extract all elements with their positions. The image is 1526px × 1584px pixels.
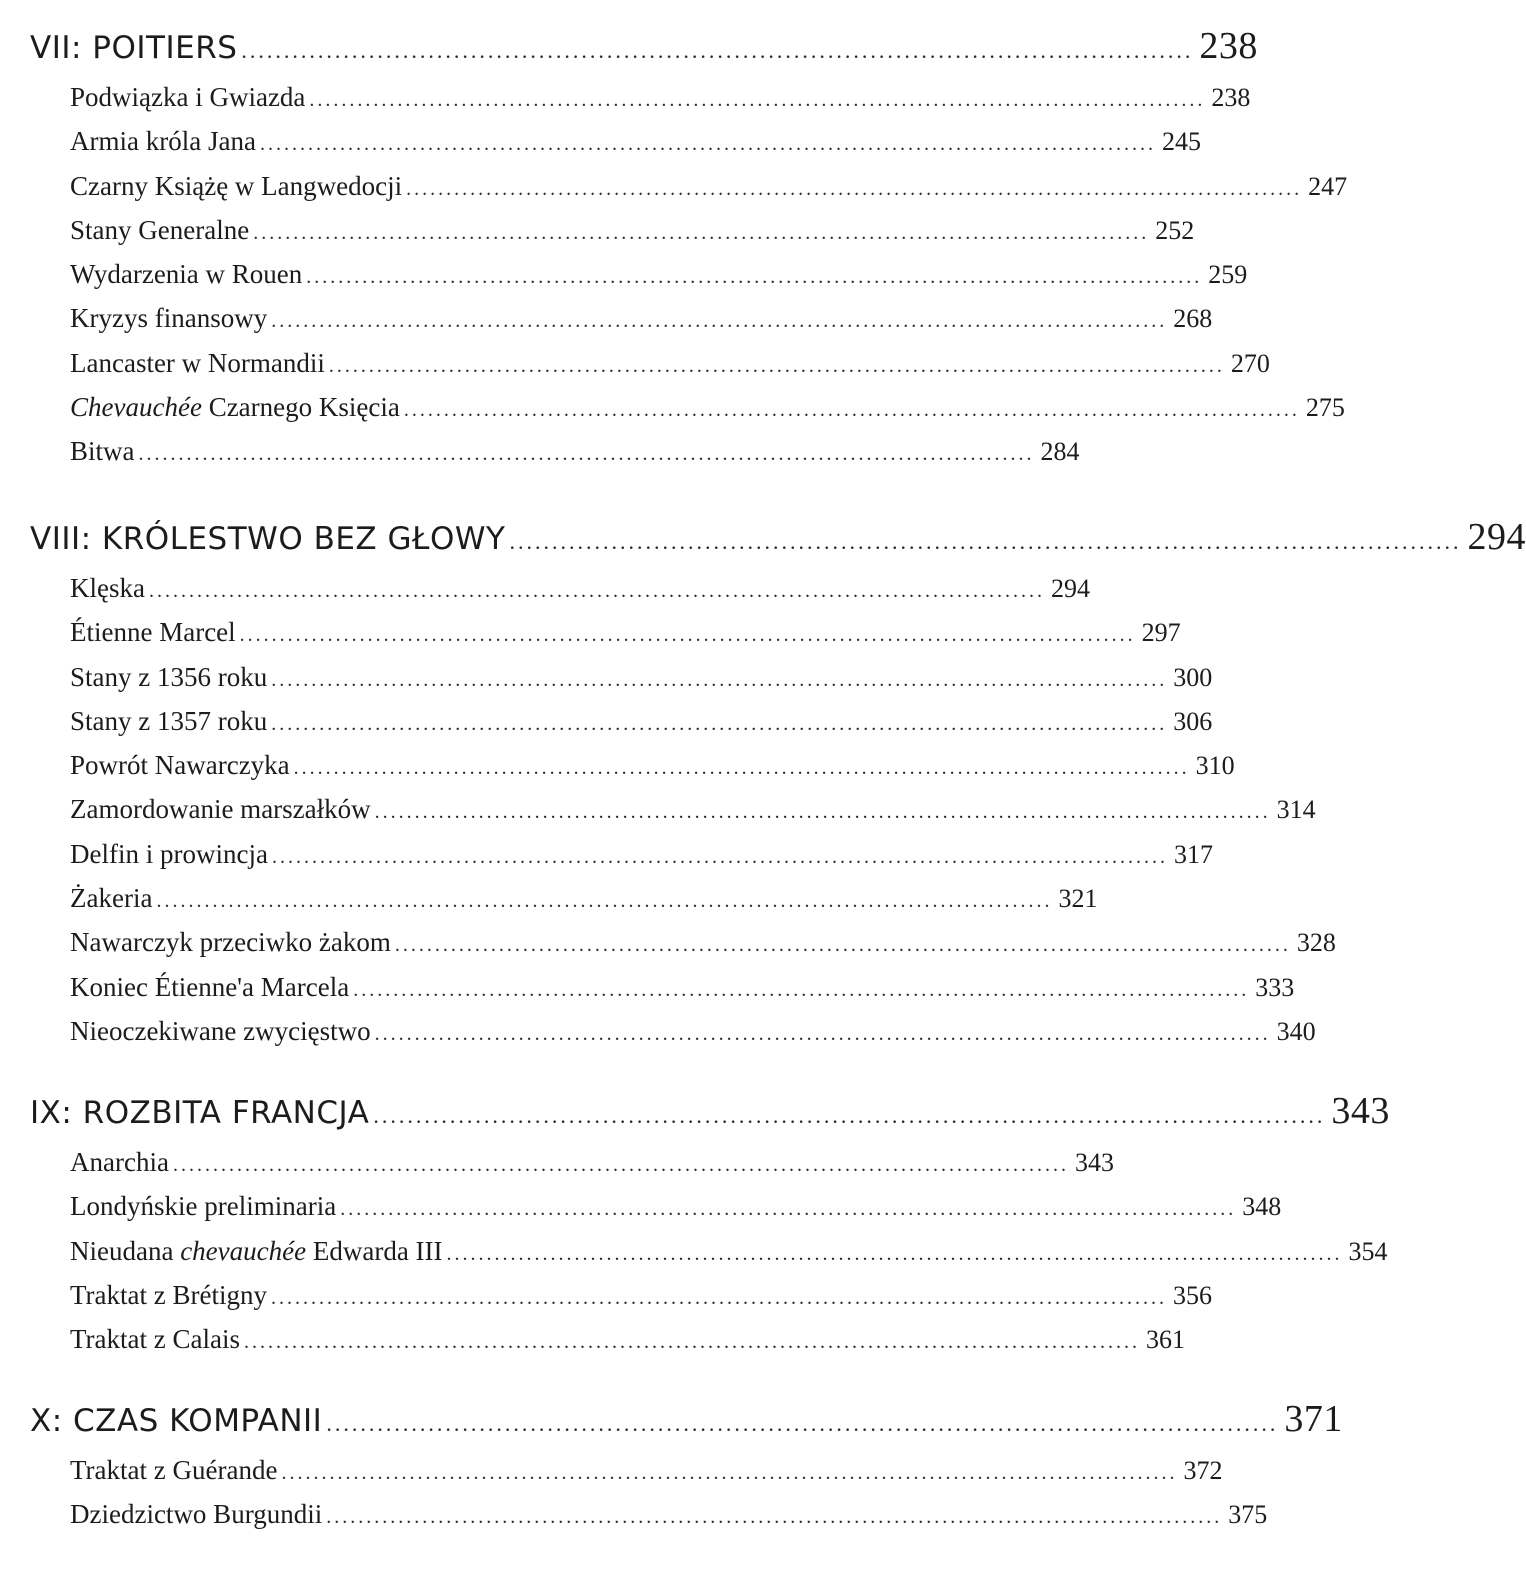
entry-page-number: 333: [1255, 972, 1295, 1002]
entry-page-number: 314: [1276, 795, 1316, 825]
chapter-viii: [0, 515, 1526, 1060]
dot-leader: ................................................................................................................: [172, 1154, 1069, 1176]
entry-title: Podwiązka i Gwiazda: [70, 82, 306, 112]
entry-title: Powrót Nawarczyka: [70, 750, 290, 781]
toc-entry: [0, 617, 1181, 661]
dot-leader: ................................................................................................................: [293, 757, 1190, 780]
toc-entry: [0, 1147, 1114, 1191]
entry-title: Delfin i prowincja: [70, 838, 268, 869]
entry-page-number: 356: [1172, 1280, 1212, 1310]
chapter-heading: [0, 24, 1258, 82]
chapter-page-number: 371: [1284, 1398, 1343, 1440]
toc-entry: [0, 1455, 1223, 1499]
dot-leader: ................................................................................................................: [353, 978, 1250, 1001]
entry-title: Kryzys finansowy: [70, 303, 268, 334]
entry-page-number: 238: [1211, 83, 1251, 112]
chapter-title: VII: POITIERS: [30, 30, 238, 66]
dot-leader: ................................................................................................................: [270, 1286, 1167, 1309]
entry-title-prefix: Nieudana: [70, 1235, 181, 1266]
chapter-vii: [0, 24, 1348, 481]
dot-leader: ................................................................................................................: [509, 529, 1462, 554]
chapter-page-number: 238: [1199, 25, 1258, 67]
chapter-ix: [0, 1089, 1390, 1368]
entry-page-number: 284: [1040, 437, 1080, 467]
dot-leader: ................................................................................................................: [326, 1411, 1279, 1436]
entry-title-italic: chevauchée: [180, 1235, 307, 1266]
dot-leader: ................................................................................................................: [241, 38, 1194, 63]
entry-title: Zamordowanie marszałków: [70, 794, 371, 825]
chapter-heading: [0, 515, 1526, 573]
entry-title: Traktat z Brétigny: [70, 1279, 267, 1310]
dot-leader: ................................................................................................................: [243, 1331, 1140, 1354]
dot-leader: ................................................................................................................: [148, 580, 1045, 602]
entry-page-number: 328: [1296, 928, 1336, 958]
dot-leader: ................................................................................................................: [156, 890, 1053, 913]
entry-title: Klęska: [70, 573, 145, 603]
entry-title: Stany z 1357 roku: [70, 705, 268, 736]
entry-title: Żakeria: [70, 883, 153, 914]
entry-title: Koniec Étienne'a Marcela: [70, 971, 350, 1002]
dot-leader: ................................................................................................................: [374, 801, 1271, 824]
entry-page-number: 259: [1208, 260, 1248, 290]
entry-page-number: 348: [1242, 1192, 1282, 1222]
entry-page-number: 354: [1348, 1236, 1388, 1266]
entry-page-number: 321: [1058, 884, 1098, 914]
dot-leader: ................................................................................................................: [373, 1103, 1326, 1128]
toc-entry: [0, 347, 1270, 392]
toc-entry: [0, 303, 1213, 347]
dot-leader: ................................................................................................................: [394, 934, 1291, 957]
toc-entry: [0, 838, 1213, 883]
entry-title: Czarny Książę w Langwedocji: [70, 170, 403, 201]
entry-page-number: 343: [1074, 1148, 1114, 1177]
entry-page-number: 247: [1308, 171, 1348, 201]
entry-title: Stany Generalne: [70, 214, 250, 245]
dot-leader: ................................................................................................................: [406, 177, 1303, 200]
entry-title: Anarchia: [70, 1147, 169, 1177]
toc-entry: [0, 750, 1235, 794]
toc-entry: [0, 1279, 1212, 1324]
toc-entry: [0, 927, 1336, 971]
entry-title: Lancaster w Normandii: [70, 347, 325, 378]
entry-title-rest: Edwarda III: [306, 1235, 443, 1266]
entry-title-italic: Chevauchée: [70, 392, 202, 423]
dot-leader: ................................................................................................................: [340, 1198, 1237, 1221]
entry-page-number: 297: [1141, 618, 1181, 648]
dot-leader: ................................................................................................................: [138, 443, 1035, 466]
toc-entry: [0, 170, 1348, 215]
chapter-title: IX: ROZBITA FRANCJA: [30, 1095, 370, 1131]
toc-entry: [0, 661, 1213, 706]
dot-leader: ................................................................................................................: [271, 712, 1168, 735]
entry-page-number: 310: [1195, 751, 1235, 781]
toc-entry: [0, 573, 1090, 617]
entry-title: Traktat z Guérande: [70, 1455, 278, 1485]
entry-title: [70, 392, 400, 423]
entry-page-number: 268: [1173, 304, 1213, 334]
chapter-title: X: CZAS KOMPANII: [30, 1403, 323, 1439]
entry-title: Étienne Marcel: [70, 617, 236, 648]
entry-page-number: 317: [1173, 839, 1213, 869]
dot-leader: ................................................................................................................: [328, 354, 1225, 377]
entry-title: Nawarczyk przeciwko żakom: [70, 927, 391, 958]
dot-leader: ................................................................................................................: [403, 399, 1300, 422]
toc-entry: [0, 1324, 1185, 1368]
dot-leader: ................................................................................................................: [271, 668, 1168, 691]
entry-page-number: 294: [1050, 574, 1090, 603]
dot-leader: ................................................................................................................: [259, 133, 1156, 156]
entry-title: Wydarzenia w Rouen: [70, 259, 303, 290]
toc-entry: [0, 794, 1316, 838]
toc-entry: [0, 971, 1295, 1016]
toc-entry: [0, 1015, 1316, 1060]
dot-leader: ................................................................................................................: [271, 845, 1168, 868]
chapter-heading: [0, 1397, 1343, 1455]
toc-entry: [0, 883, 1098, 927]
chapter-page-number: 343: [1331, 1090, 1390, 1132]
entry-page-number: 340: [1276, 1016, 1316, 1046]
entry-page-number: 252: [1155, 215, 1195, 245]
entry-title-rest: Czarnego Księcia: [201, 392, 400, 423]
dot-leader: ................................................................................................................: [374, 1022, 1271, 1045]
dot-leader: ................................................................................................................: [271, 310, 1168, 333]
chapter-title: VIII: KRÓLESTWO BEZ GŁOWY: [30, 521, 506, 557]
toc-entry: [0, 259, 1248, 303]
entry-title: Traktat z Calais: [70, 1324, 240, 1355]
chapter-x: [0, 1397, 1343, 1544]
toc-entry: [0, 392, 1345, 436]
entry-title: Londyńskie preliminaria: [70, 1191, 337, 1222]
entry-title: [70, 1236, 443, 1267]
toc-entry: [0, 1499, 1268, 1543]
toc-entry: [0, 1235, 1388, 1280]
entry-page-number: 306: [1173, 706, 1213, 736]
entry-page-number: 275: [1305, 393, 1345, 423]
dot-leader: ................................................................................................................: [253, 221, 1150, 244]
toc-entry: [0, 705, 1213, 750]
toc-entry: [0, 1191, 1282, 1235]
toc-entry: [0, 436, 1080, 480]
dot-leader: ................................................................................................................: [326, 1506, 1223, 1529]
toc-entry: [0, 82, 1251, 126]
dot-leader: ................................................................................................................: [281, 1462, 1178, 1484]
entry-title: Nieoczekiwane zwycięstwo: [70, 1015, 371, 1046]
entry-page-number: 372: [1183, 1456, 1223, 1485]
entry-page-number: 375: [1228, 1500, 1268, 1530]
toc-entry: [0, 126, 1201, 170]
dot-leader: ................................................................................................................: [239, 624, 1136, 647]
dot-leader: ................................................................................................................: [309, 89, 1206, 111]
entry-title: Dziedzictwo Burgundii: [70, 1499, 323, 1530]
entry-title: Armia króla Jana: [70, 126, 256, 157]
chapter-heading: [0, 1089, 1390, 1147]
chapter-page-number: 294: [1467, 516, 1526, 558]
entry-title: Bitwa: [70, 436, 135, 467]
entry-page-number: 361: [1145, 1325, 1185, 1355]
toc-entry: [0, 214, 1195, 259]
entry-page-number: 245: [1161, 127, 1201, 157]
entry-title: Stany z 1356 roku: [70, 661, 268, 692]
entry-page-number: 300: [1173, 662, 1213, 692]
dot-leader: ................................................................................................................: [446, 1242, 1343, 1265]
dot-leader: ................................................................................................................: [306, 266, 1203, 289]
entry-page-number: 270: [1230, 348, 1270, 378]
